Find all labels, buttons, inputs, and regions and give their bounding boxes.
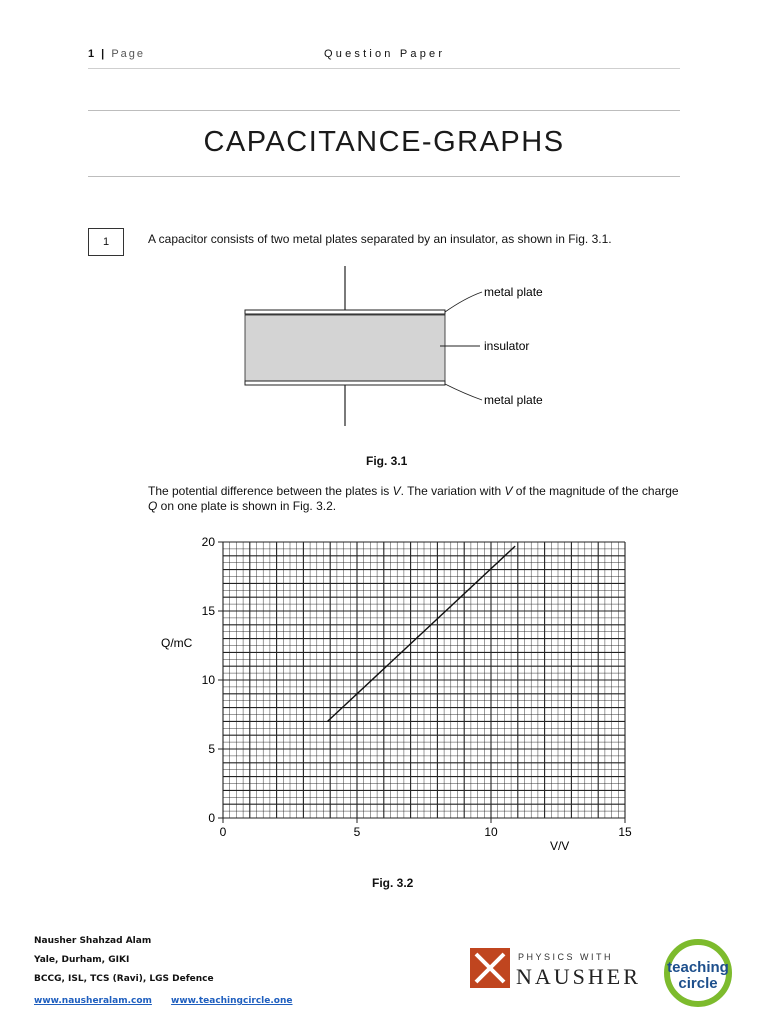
q-v-chart xyxy=(150,528,650,858)
y-tick-label: 10 xyxy=(201,673,215,687)
bottom-plate xyxy=(245,381,445,385)
y-tick-label: 15 xyxy=(201,604,215,618)
footer-links xyxy=(34,996,309,1006)
logo-tc-line1: teaching xyxy=(667,959,729,976)
teaching-circle-icon xyxy=(667,942,729,1004)
logo-physics-with: PHYSICS WITH xyxy=(518,952,614,962)
question-intro: A capacitor consists of two metal plates separated by an insulator, as shown in Fig. 3.1. xyxy=(148,232,612,246)
x-tick-label: 5 xyxy=(353,825,361,839)
insulator xyxy=(245,315,445,381)
logo-tc-line2: circle xyxy=(678,975,718,992)
title-rule-bottom xyxy=(88,176,680,177)
link-nausheralam[interactable]: www.nausheralam.com xyxy=(34,996,152,1006)
y-tick-label: 20 xyxy=(201,535,215,549)
x-tick-label: 10 xyxy=(484,825,498,839)
nausher-emblem-icon xyxy=(470,948,510,988)
y-tick-label: 0 xyxy=(208,811,215,825)
x-tick-label: 0 xyxy=(219,825,227,839)
fig1-caption: Fig. 3.1 xyxy=(366,454,408,468)
logo-brand-name: NAUSHER xyxy=(516,964,641,989)
top-plate xyxy=(245,310,445,314)
x-axis-label: V/V xyxy=(549,839,570,853)
capacitor-diagram xyxy=(200,262,580,442)
author-affiliation: Yale, Durham, GIKI xyxy=(34,955,130,965)
doc-label: Question Paper xyxy=(324,48,446,60)
author-block xyxy=(34,932,214,989)
fig2-caption: Fig. 3.2 xyxy=(372,876,414,890)
title-rule-top xyxy=(88,110,680,111)
page-number: 1 | Page xyxy=(88,48,146,60)
question-number: 1 xyxy=(88,228,124,256)
author-name: Nausher Shahzad Alam xyxy=(34,936,152,946)
label-metal-plate-top: metal plate xyxy=(484,285,543,299)
y-axis-label: Q/mC xyxy=(161,635,193,650)
x-tick-label: 15 xyxy=(618,825,632,839)
page-header xyxy=(88,46,680,69)
link-teachingcircle[interactable]: www.teachingcircle.one xyxy=(171,996,293,1006)
y-tick-label: 5 xyxy=(208,742,215,756)
question-paragraph: The potential difference between the plates is V. The variation with V of the magnitude of the charge Q on one plate is shown in Fig. 3.2. xyxy=(148,484,679,513)
brand-logo xyxy=(468,938,744,1008)
page-title: CAPACITANCE-GRAPHS xyxy=(203,126,565,158)
author-schools: BCCG, ISL, TCS (Ravi), LGS Defence xyxy=(34,974,214,984)
label-insulator: insulator xyxy=(484,339,530,353)
label-metal-plate-bottom: metal plate xyxy=(484,393,543,407)
